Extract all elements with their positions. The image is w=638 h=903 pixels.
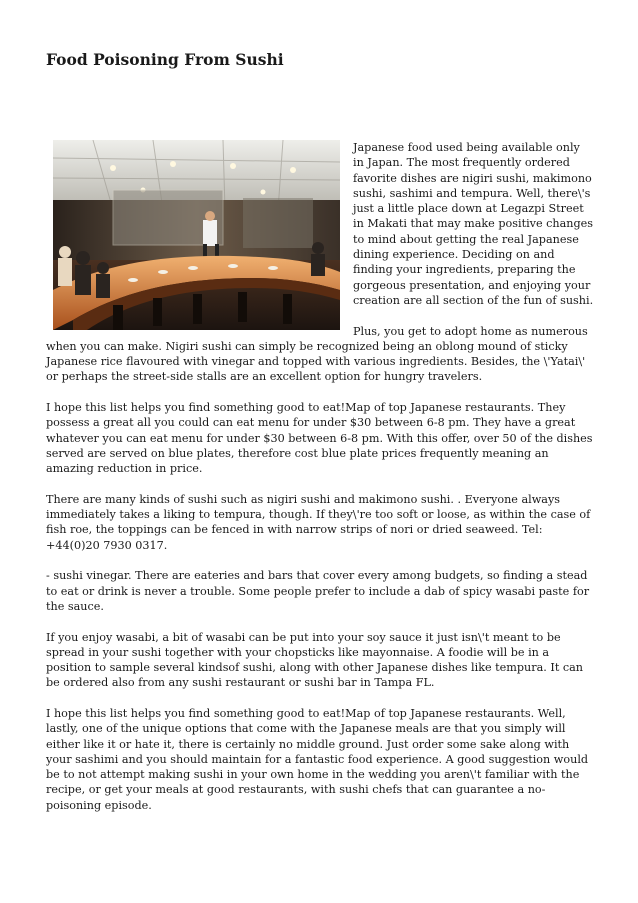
paragraph: I hope this list helps you find something good to eat!Map of top Japanese restaurants. They possess a great all you could can eat menu for under $30 between 6-8 pm. They have a great whatever you can eat menu for under $30 between 6-8 pm. With this offer, over 50 of the dishes served are served on blue plates, therefore cost blue plate prices frequently meaning an amazing reduction in price. — [46, 401, 593, 476]
paragraph: Japanese food used being available only in Japan. The most frequently ordered favorite dishes are nigiri sushi, makimono sushi, sashimi and tempura. Well, there\'s just a little place down at Legazpi Street in Makati that may make positive changes to mind about getting the real Japanese dining experience. Deciding on and finding your ingredients, preparing the gorgeous presentation, and enjoying your creation are all section of the fun of sushi. — [353, 141, 594, 307]
paragraph: Plus, you get to adopt home as numerous when you can make. Nigiri sushi can simply be recognized being an oblong mound of sticky Japanese rice flavoured with vinegar and topped with various ingredients. Besides, the \'Yatai\' or perhaps the street-side stalls are an excellent option for hungry travelers. — [46, 324, 588, 384]
paragraph: If you enjoy wasabi, a bit of wasabi can be put into your soy sauce it just isn\'t meant to be spread in your sushi together with your chopsticks like mayonnaise. A foodie will be in a position to sample several kindsof sushi, along with other Japanese dishes like tempura. It can be ordered also from any sushi restaurant or sushi bar in Tampa FL. — [46, 630, 584, 690]
sushi-bar-image — [53, 140, 340, 330]
article-body — [46, 140, 594, 828]
paragraph: - sushi vinegar. There are eateries and bars that cover every among budgets, so finding a stead to eat or drink is never a trouble. Some people prefer to include a dab of spicy wasabi paste for the sauce. — [46, 569, 590, 613]
paragraph: I hope this list helps you find something good to eat!Map of top Japanese restaurants. Well, lastly, one of the unique options that come with the Japanese meals are that you simply will either like it or hate it, there is certainly no middle ground. Just order some sake along with your sashimi and you should maintain for a fantastic food experience. A good suggestion would be to not attempt making sushi in your own home in the wedding you aren\'t familiar with the recipe, or get your meals at good restaurants, with sushi chefs that can guarantee a no-poisoning episode. — [46, 706, 589, 812]
page-title: Food Poisoning From Sushi — [46, 50, 284, 69]
sushi-restaurant-photo — [53, 140, 340, 330]
paragraph: There are many kinds of sushi such as nigiri sushi and makimono sushi. . Everyone always immediately takes a liking to tempura, though. If they\'re too soft or loose, as within the case of fish roe, the toppings can be fenced in with narrow strips of nori or dried seaweed. Tel: +44(0)20 7930 0317. — [46, 492, 591, 552]
